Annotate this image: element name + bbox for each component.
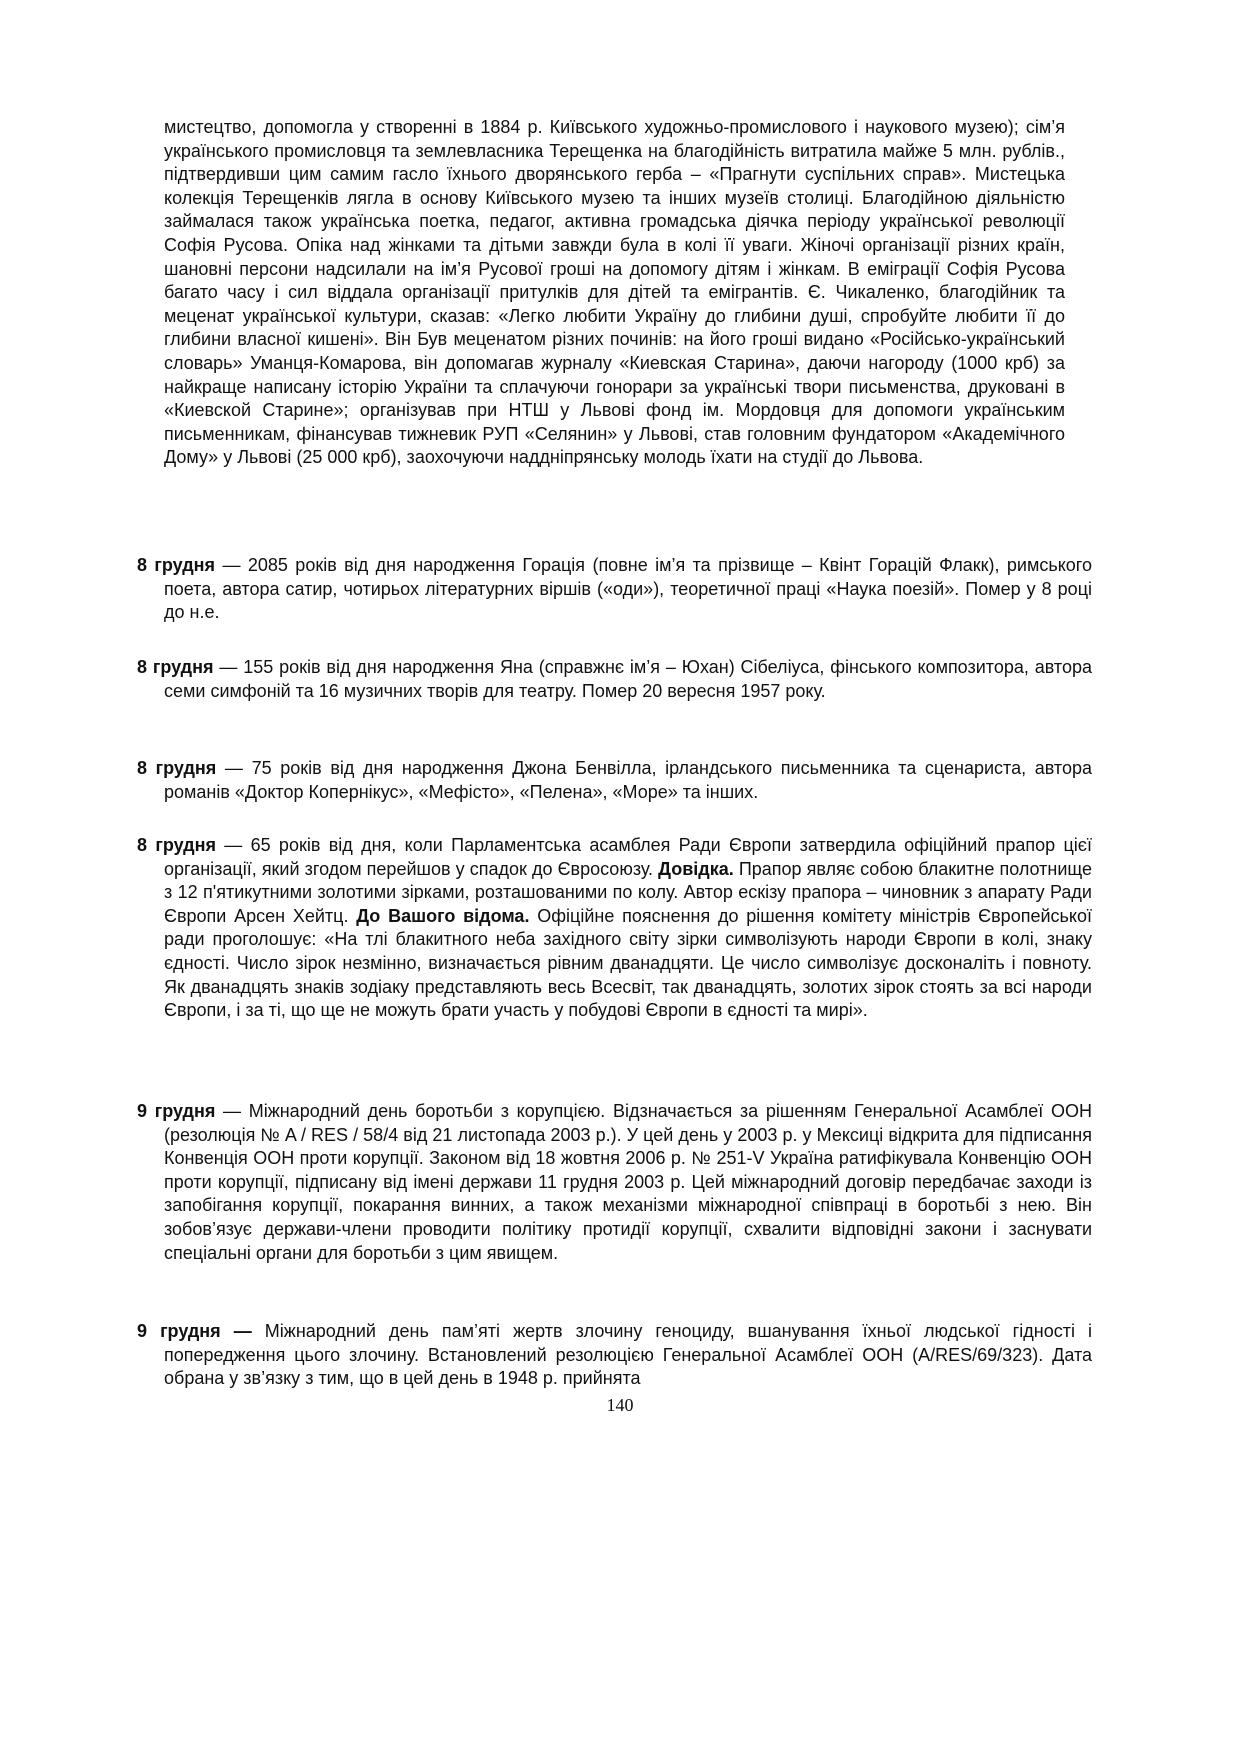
entry-date: 8 грудня bbox=[137, 555, 216, 575]
reference-label: Довідка. bbox=[658, 858, 734, 879]
entry-date: 8 грудня bbox=[137, 835, 216, 855]
entry-banville bbox=[137, 757, 1092, 804]
entry-text: — 75 років від дня народження Джона Бенвілла, ірландського письменника та сценариста, автора романів «Доктор Копернікус», «Мефісто», «Пелена», «Море» та інших. bbox=[164, 758, 1092, 802]
entry-date: 8 грудня bbox=[137, 657, 214, 677]
page-number: 140 bbox=[606, 1395, 634, 1415]
entry-date: 8 грудня bbox=[137, 758, 217, 778]
entry-horace bbox=[137, 554, 1092, 625]
entry-text-continued: Прапор являє собою блакитне полотнище з 12 п'ятикутними золотими зірками, розташованими по колу. Автор ескізу прапора – чиновник з апарату Ради Європи Арсен Хейтц. bbox=[164, 858, 1093, 926]
intro-paragraph: мистецтво, допомогла у створенні в 1884 р. Київського художньо-промислового і наукового музею); сім’я українського промисловця та землевласника Терещенка на благодійність витратила майже 5 млн. рублів., підтвердивши цим самим гасло їхнього дворянського герба – «Прагнути суспільних справ». Мистецька колекція Терещенків лягла в основу Київського музею та інших музеїв столиці. Благодійною діяльністю займалася також українська поетка, педагог, активна громадська діячка періоду української революції Софія Русова. Опіка над жінками та дітьми завжди була в колі її уваги. Жіночі організації різних країн, шановні персони надсилали на ім’я Русової гроші на допомогу дітям і жінкам. В еміграції Софія Русова багато часу і сил віддала організації притулків для дітей та емігрантів. Є. Чикаленко, благодійник та меценат української культури, сказав: «Легко любити Україну до глибини душі, спробуйте любити її до глибини власної кишені». Він Був меценатом різних починів: на його гроші видано «Російсько-український словарь» Уманця-Комарова, він допомагав журналу «Киевская Старина», даючи нагороду (1000 крб) за найкраще написану історію України та сплачуючи гонорари за українські твори письменства, друковані в «Киевской Старине»; організував при НТШ у Львові фонд ім. Мордовця для допомоги українським письменникам, фінансував тижневик РУП «Селянин» у Львові, став головним фундатором «Академічного Дому» у Львові (25 000 крб), заохочуючи наддніпрянську молодь їхати на студії до Львова. bbox=[164, 117, 1065, 468]
entry-text: — 65 років від дня, коли Парламентська асамблея Ради Європи затвердила офіційний прапор цієї організації, який згодом перейшов у спадок до Євросоюзу. bbox=[164, 835, 1092, 879]
entry-anti-corruption-day bbox=[137, 1100, 1092, 1265]
entry-text: — Міжнародний день боротьби з корупцією. Відзначається за рішенням Генеральної Асамблеї ООН (резолюція № A / RES / 58/4 від 21 листопада 2003 р.). У цей день у 2003 р. у Мексиці відкрита для підписання Конвенція ООН проти корупції. Законом від 18 жовтня 2006 р. № 251-V Україна ратифікувала Конвенцію ООН проти корупції, підписану від імені держави 11 грудня 2003 р. Цей міжнародний договір передбачає заходи із запобігання корупції, покарання винних, а також механізми міжнародної співпраці в боротьбі з нею. Він зобов’язує держави-члени проводити політику протидії корупції, схвалити відповідні закони і заснувати спеціальні органи для боротьби з цим явищем. bbox=[164, 1101, 1092, 1263]
entry-date: 9 грудня — bbox=[137, 1321, 252, 1341]
entry-text: Міжнародний день пам’яті жертв злочину геноциду, вшанування їхньої людської гідності і попередження цього злочину. Встановлений резолюцією Генеральної Асамблеї ООН (A/RES/69/323). Дата обрана у зв’язку з тим, що в цей день в 1948 р. прийнята bbox=[164, 1321, 1092, 1389]
entry-genocide-remembrance-day bbox=[137, 1320, 1092, 1391]
note-label: До Вашого відома. bbox=[356, 905, 530, 926]
entry-date: 9 грудня bbox=[137, 1101, 216, 1121]
entry-sibelius bbox=[137, 656, 1092, 703]
entry-text: — 155 років від дня народження Яна (справжнє ім’я – Юхан) Сібеліуса, фінського композитора, автора семи симфоній та 16 музичних творів для театру. Помер 20 вересня 1957 року. bbox=[164, 657, 1092, 701]
entry-text: — 2085 років від дня народження Горація (повне ім’я та прізвище – Квінт Горацій Флакк), римського поета, автора сатир, чотирьох літературних віршів («оди»), теоретичної праці «Наука поезій». Помер у 8 році до н.е. bbox=[164, 555, 1092, 623]
entry-text-final: Офіційне пояснення до рішення комітету міністрів Європейської ради проголошує: «На тлі блакитного неба західного світу зірки символізують народи Європи в колі, знаку єдності. Число зірок незмінно, визначається рівним дванадцяти. Це число символізує досконаліть і повноту. Як дванадцять знаків зодіаку представляють весь Всесвіт, так дванадцять, золотих зірок стоять за всі народи Європи, і за ті, що ще не можуть брати участь у побудові Європи в єдності та мирі». bbox=[164, 905, 1092, 1021]
entry-europe-flag bbox=[137, 834, 1092, 1023]
